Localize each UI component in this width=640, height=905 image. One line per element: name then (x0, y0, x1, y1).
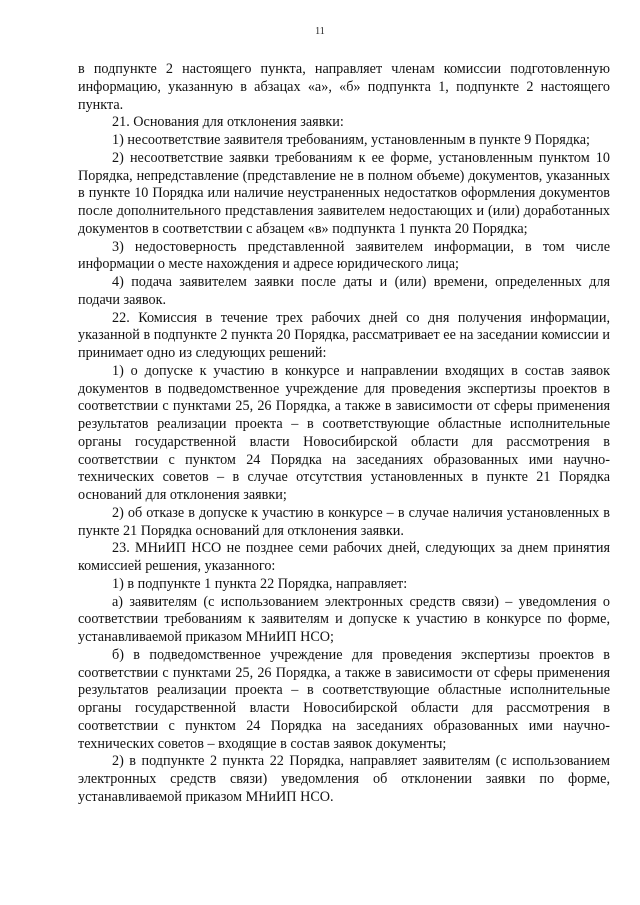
paragraph-item-21-2: 2) несоответствие заявки требованиям к ее форме, установленным пунктом 10 Порядка, непредставление (представление не в полном объеме) документов, указанных в пункте 10 Порядка или наличие неустраненных недостатков оформления документов после дополнительного представления заявителем недостающих и (или) доработанных документов в соответствии с абзацем «в» подпункта 1 пункта 20 Порядка; (78, 149, 610, 237)
paragraph-item-23-heading: 23. МНиИП НСО не позднее семи рабочих дней, следующих за днем принятия комиссией решения, указанного: (78, 540, 610, 574)
paragraph-continuation: в подпункте 2 настоящего пункта, направляет членам комиссии подготовленную информацию, указанную в абзацах «а», «б» подпункта 1, подпункте 2 настоящего пункта. (78, 61, 610, 113)
paragraph-item-23-1-b: б) в подведомственное учреждение для проведения экспертизы проектов в соответствии с пунктами 25, 26 Порядка, а также в зависимости от сферы применения результатов реализации проекта – в соответствующие областные исполнительные органы государственной власти Новосибирской области для рассмотрения в соответствии с пунктом 24 Порядка на заседаниях образованных ими научно-технических советов – входящие в состав заявок документы; (78, 646, 610, 752)
paragraph-item-21-3: 3) недостоверность представленной заявителем информации, в том числе информации о месте нахождения и адресе юридического лица; (78, 238, 610, 273)
page-number: 11 (315, 26, 325, 37)
paragraph-item-22-1: 1) о допуске к участию в конкурсе и направлении входящих в состав заявок документов в подведомственное учреждение для проведения экспертизы проектов в соответствии с пунктами 25, 26 Порядка, а также в зависимости от сферы применения результатов реализации проекта – в соответствующие областные исполнительные органы государственной власти Новосибирской области для рассмотрения в соответствии с пунктом 24 Порядка на заседаниях образованных ими научно-технических советов – в случае отсутствия установленных в пункте 21 Порядка оснований для отклонения заявки; (78, 362, 610, 503)
paragraph-item-21-heading: 21. Основания для отклонения заявки: (112, 114, 344, 131)
paragraph-item-23-2: 2) в подпункте 2 пункта 22 Порядка, направляет заявителям (с использованием электронных средств связи) уведомления об отклонении заявки по форме, устанавливаемой приказом МНиИП НСО. (78, 753, 610, 805)
paragraph-item-23-1-a: а) заявителям (с использованием электронных средств связи) – уведомления о соответствии требованиям к заявителям и допуске к участию в конкурсе по форме, устанавливаемой приказом МНиИП НСО; (78, 593, 610, 645)
paragraph-item-21-4: 4) подача заявителем заявки после даты и (или) времени, определенных для подачи заявок. (78, 274, 610, 308)
paragraph-item-22-heading: 22. Комиссия в течение трех рабочих дней со дня получения информации, указанной в подпункте 2 пункта 20 Порядка, рассматривает ее на заседании комиссии и принимает одно из следующих решений: (78, 309, 610, 361)
paragraph-item-21-1: 1) несоответствие заявителя требованиям, установленным в пункте 9 Порядка; (112, 132, 590, 148)
paragraph-item-22-2: 2) об отказе в допуске к участию в конкурсе – в случае наличия установленных в пункте 21 Порядка оснований для отклонения заявки. (78, 504, 610, 539)
paragraph-item-23-1: 1) в подпункте 1 пункта 22 Порядка, направляет: (112, 575, 408, 592)
document-body (78, 61, 610, 807)
